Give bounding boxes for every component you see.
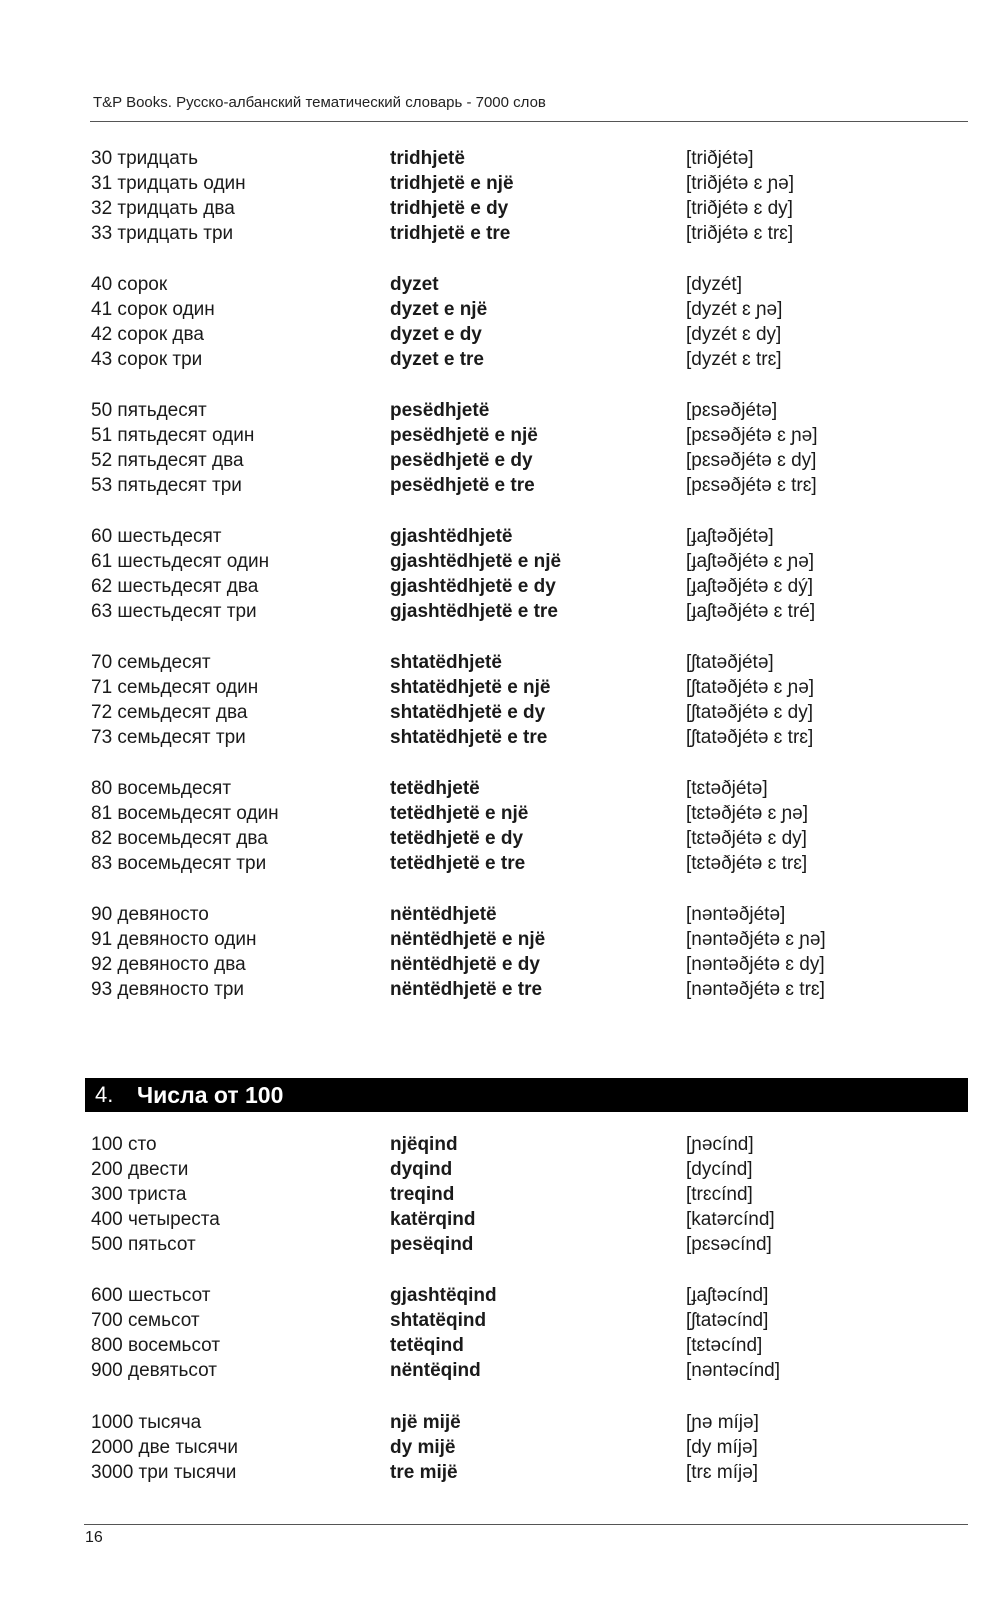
- table-row: [0, 473, 1000, 498]
- albanian-term: shtatëqind: [390, 1310, 487, 1331]
- albanian-term: gjashtëdhjetë e dy: [390, 576, 556, 597]
- transcription: [pɛsəðjétə]: [686, 400, 778, 421]
- russian-term: 1000 тысяча: [91, 1412, 202, 1433]
- russian-term: 91 девяносто один: [91, 929, 257, 950]
- transcription: [dycínd]: [686, 1159, 753, 1180]
- transcription: [nəntəðjétə ɛ ɲə]: [686, 929, 826, 950]
- table-row: [0, 196, 1000, 221]
- transcription: [pɛsəcínd]: [686, 1234, 772, 1255]
- russian-term: 72 семьдесят два: [91, 702, 248, 723]
- albanian-term: gjashtëdhjetë e tre: [390, 601, 558, 622]
- albanian-term: tridhjetë: [390, 148, 465, 169]
- table-row: [0, 927, 1000, 952]
- group-30s: [0, 146, 1000, 246]
- albanian-term: nëntëqind: [390, 1360, 481, 1381]
- albanian-term: nëntëdhjetë e tre: [390, 979, 543, 1000]
- table-row: [0, 902, 1000, 927]
- russian-term: 42 сорок два: [91, 324, 204, 345]
- transcription: [triðjétə]: [686, 148, 754, 169]
- albanian-term: shtatëdhjetë e tre: [390, 727, 548, 748]
- albanian-term: pesëdhjetë e dy: [390, 450, 533, 471]
- table-row: [0, 1157, 1000, 1182]
- group-80s: [0, 776, 1000, 876]
- albanian-term: dyzet e dy: [390, 324, 482, 345]
- russian-term: 83 восемьдесят три: [91, 853, 267, 874]
- table-row: [0, 272, 1000, 297]
- albanian-term: tetëdhjetë: [390, 778, 480, 799]
- transcription: [ɟaʃtəðjétə]: [686, 526, 774, 547]
- russian-term: 92 девяносто два: [91, 954, 246, 975]
- russian-term: 800 восемьсот: [91, 1335, 221, 1356]
- russian-term: 500 пятьсот: [91, 1234, 196, 1255]
- russian-term: 62 шестьдесят два: [91, 576, 259, 597]
- transcription: [ʃtatəðjétə ɛ trɛ]: [686, 727, 814, 748]
- table-row: [0, 1333, 1000, 1358]
- table-row: [0, 1410, 1000, 1435]
- transcription: [nəntəcínd]: [686, 1360, 781, 1381]
- table-row: [0, 347, 1000, 372]
- transcription: [pɛsəðjétə ɛ ɲə]: [686, 425, 818, 446]
- albanian-term: njëqind: [390, 1134, 458, 1155]
- transcription: [trɛ míjə]: [686, 1462, 759, 1483]
- table-row: [0, 297, 1000, 322]
- table-row: [0, 1308, 1000, 1333]
- transcription: [dyzét ɛ dy]: [686, 324, 782, 345]
- transcription: [ʃtatəðjétə ɛ ɲə]: [686, 677, 815, 698]
- russian-term: 30 тридцать: [91, 148, 199, 169]
- albanian-term: dyzet e një: [390, 299, 488, 320]
- transcription: [ɟaʃtəcínd]: [686, 1285, 769, 1306]
- transcription: [tɛtəðjétə ɛ ɲə]: [686, 803, 808, 824]
- russian-term: 200 двести: [91, 1159, 189, 1180]
- transcription: [nəntəðjétə]: [686, 904, 786, 925]
- transcription: [ʃtatəðjétə ɛ dy]: [686, 702, 814, 723]
- albanian-term: tre mijë: [390, 1462, 458, 1483]
- russian-term: 300 триста: [91, 1184, 187, 1205]
- albanian-term: pesëdhjetë e tre: [390, 475, 535, 496]
- russian-term: 80 восемьдесят: [91, 778, 232, 799]
- transcription: [triðjétə ɛ dy]: [686, 198, 793, 219]
- russian-term: 43 сорок три: [91, 349, 203, 370]
- table-row: [0, 146, 1000, 171]
- albanian-term: tridhjetë e dy: [390, 198, 509, 219]
- albanian-term: dyzet: [390, 274, 439, 295]
- table-row: [0, 650, 1000, 675]
- group-60s: [0, 524, 1000, 624]
- section-title: Числа от 100: [137, 1082, 284, 1108]
- russian-term: 41 сорок один: [91, 299, 215, 320]
- table-row: [0, 1435, 1000, 1460]
- table-row: [0, 398, 1000, 423]
- albanian-term: një mijë: [390, 1412, 461, 1433]
- albanian-term: nëntëdhjetë e një: [390, 929, 546, 950]
- russian-term: 61 шестьдесят один: [91, 551, 270, 572]
- transcription: [nəntəðjétə ɛ trɛ]: [686, 979, 825, 1000]
- transcription: [dyzét]: [686, 274, 742, 295]
- transcription: [ɟaʃtəðjétə ɛ tré]: [686, 601, 816, 622]
- russian-term: 52 пятьдесят два: [91, 450, 244, 471]
- russian-term: 81 восемьдесят один: [91, 803, 279, 824]
- russian-term: 3000 три тысячи: [91, 1462, 237, 1483]
- albanian-term: shtatëdhjetë: [390, 652, 502, 673]
- albanian-term: dyqind: [390, 1159, 453, 1180]
- table-row: [0, 675, 1000, 700]
- russian-term: 600 шестьсот: [91, 1285, 211, 1306]
- table-row: [0, 1182, 1000, 1207]
- table-row: [0, 977, 1000, 1002]
- transcription: [ɲəcínd]: [686, 1134, 754, 1155]
- russian-term: 33 тридцать три: [91, 223, 234, 244]
- footer-rule: [84, 1524, 968, 1525]
- albanian-term: treqind: [390, 1184, 455, 1205]
- table-row: [0, 952, 1000, 977]
- russian-term: 900 девятьсот: [91, 1360, 217, 1381]
- transcription: [pɛsəðjétə ɛ dy]: [686, 450, 817, 471]
- table-row: [0, 423, 1000, 448]
- russian-term: 400 четыреста: [91, 1209, 220, 1230]
- transcription: [dyzét ɛ trɛ]: [686, 349, 782, 370]
- russian-term: 100 сто: [91, 1134, 157, 1155]
- group-hundreds-1: [0, 1132, 1000, 1257]
- russian-term: 2000 две тысячи: [91, 1437, 239, 1458]
- russian-term: 90 девяносто: [91, 904, 209, 925]
- transcription: [katərcínd]: [686, 1209, 775, 1230]
- transcription: [dy míjə]: [686, 1437, 758, 1458]
- group-70s: [0, 650, 1000, 750]
- transcription: [tɛtəðjétə]: [686, 778, 768, 799]
- table-row: [0, 574, 1000, 599]
- table-row: [0, 1358, 1000, 1383]
- table-row: [0, 171, 1000, 196]
- russian-term: 50 пятьдесят: [91, 400, 207, 421]
- transcription: [dyzét ɛ ɲə]: [686, 299, 783, 320]
- russian-term: 51 пятьдесят один: [91, 425, 255, 446]
- albanian-term: gjashtëdhjetë e një: [390, 551, 562, 572]
- russian-term: 32 тридцать два: [91, 198, 235, 219]
- albanian-term: nëntëdhjetë e dy: [390, 954, 540, 975]
- transcription: [ɲə míjə]: [686, 1412, 759, 1433]
- russian-term: 60 шестьдесят: [91, 526, 222, 547]
- group-thousands: [0, 1410, 1000, 1485]
- section-number: 4.: [95, 1082, 114, 1107]
- russian-term: 700 семьсот: [91, 1310, 200, 1331]
- transcription: [tɛtəðjétə ɛ trɛ]: [686, 853, 808, 874]
- transcription: [tɛtəðjétə ɛ dy]: [686, 828, 807, 849]
- group-50s: [0, 398, 1000, 498]
- table-row: [0, 700, 1000, 725]
- transcription: [pɛsəðjétə ɛ trɛ]: [686, 475, 817, 496]
- table-row: [0, 524, 1000, 549]
- transcription: [triðjétə ɛ trɛ]: [686, 223, 794, 244]
- table-row: [0, 1207, 1000, 1232]
- russian-term: 40 сорок: [91, 274, 168, 295]
- table-row: [0, 1232, 1000, 1257]
- table-row: [0, 1283, 1000, 1308]
- russian-term: 63 шестьдесят три: [91, 601, 257, 622]
- russian-term: 53 пятьдесят три: [91, 475, 242, 496]
- transcription: [ʃtatəðjétə]: [686, 652, 774, 673]
- table-row: [0, 1132, 1000, 1157]
- table-row: [0, 322, 1000, 347]
- transcription: [ɟaʃtəðjétə ɛ dý]: [686, 576, 814, 597]
- albanian-term: tetëdhjetë e dy: [390, 828, 524, 849]
- section-heading: [85, 1078, 968, 1112]
- russian-term: 93 девяносто три: [91, 979, 245, 1000]
- albanian-term: katërqind: [390, 1209, 476, 1230]
- table-row: [0, 851, 1000, 876]
- russian-term: 70 семьдесят: [91, 652, 211, 673]
- group-40s: [0, 272, 1000, 372]
- albanian-term: shtatëdhjetë e dy: [390, 702, 546, 723]
- albanian-term: tetëqind: [390, 1335, 464, 1356]
- russian-term: 73 семьдесят три: [91, 727, 246, 748]
- table-row: [0, 826, 1000, 851]
- albanian-term: pesëdhjetë: [390, 400, 490, 421]
- header-rule: [90, 121, 968, 122]
- albanian-term: gjashtëdhjetë: [390, 526, 513, 547]
- table-row: [0, 725, 1000, 750]
- table-row: [0, 549, 1000, 574]
- transcription: [ɟaʃtəðjétə ɛ ɲə]: [686, 551, 815, 572]
- albanian-term: shtatëdhjetë e një: [390, 677, 551, 698]
- transcription: [trɛcínd]: [686, 1184, 753, 1205]
- table-row: [0, 599, 1000, 624]
- transcription: [nəntəðjétə ɛ dy]: [686, 954, 825, 975]
- albanian-term: tetëdhjetë e një: [390, 803, 529, 824]
- albanian-term: gjashtëqind: [390, 1285, 497, 1306]
- russian-term: 71 семьдесят один: [91, 677, 259, 698]
- transcription: [triðjétə ɛ ɲə]: [686, 173, 794, 194]
- albanian-term: dyzet e tre: [390, 349, 484, 370]
- albanian-term: pesëqind: [390, 1234, 474, 1255]
- table-row: [0, 448, 1000, 473]
- albanian-term: nëntëdhjetë: [390, 904, 497, 925]
- table-row: [0, 776, 1000, 801]
- table-row: [0, 801, 1000, 826]
- page-number: 16: [85, 1529, 103, 1546]
- russian-term: 82 восемьдесят два: [91, 828, 268, 849]
- group-90s: [0, 902, 1000, 1002]
- group-hundreds-2: [0, 1283, 1000, 1383]
- albanian-term: tridhjetë e një: [390, 173, 514, 194]
- transcription: [ʃtatəcínd]: [686, 1310, 769, 1331]
- transcription: [tɛtəcínd]: [686, 1335, 763, 1356]
- table-row: [0, 1460, 1000, 1485]
- albanian-term: tetëdhjetë e tre: [390, 853, 526, 874]
- albanian-term: tridhjetë e tre: [390, 223, 511, 244]
- russian-term: 31 тридцать один: [91, 173, 246, 194]
- table-row: [0, 221, 1000, 246]
- albanian-term: dy mijë: [390, 1437, 456, 1458]
- albanian-term: pesëdhjetë e një: [390, 425, 538, 446]
- running-header: T&P Books. Русско-албанский тематический словарь - 7000 слов: [93, 94, 546, 111]
